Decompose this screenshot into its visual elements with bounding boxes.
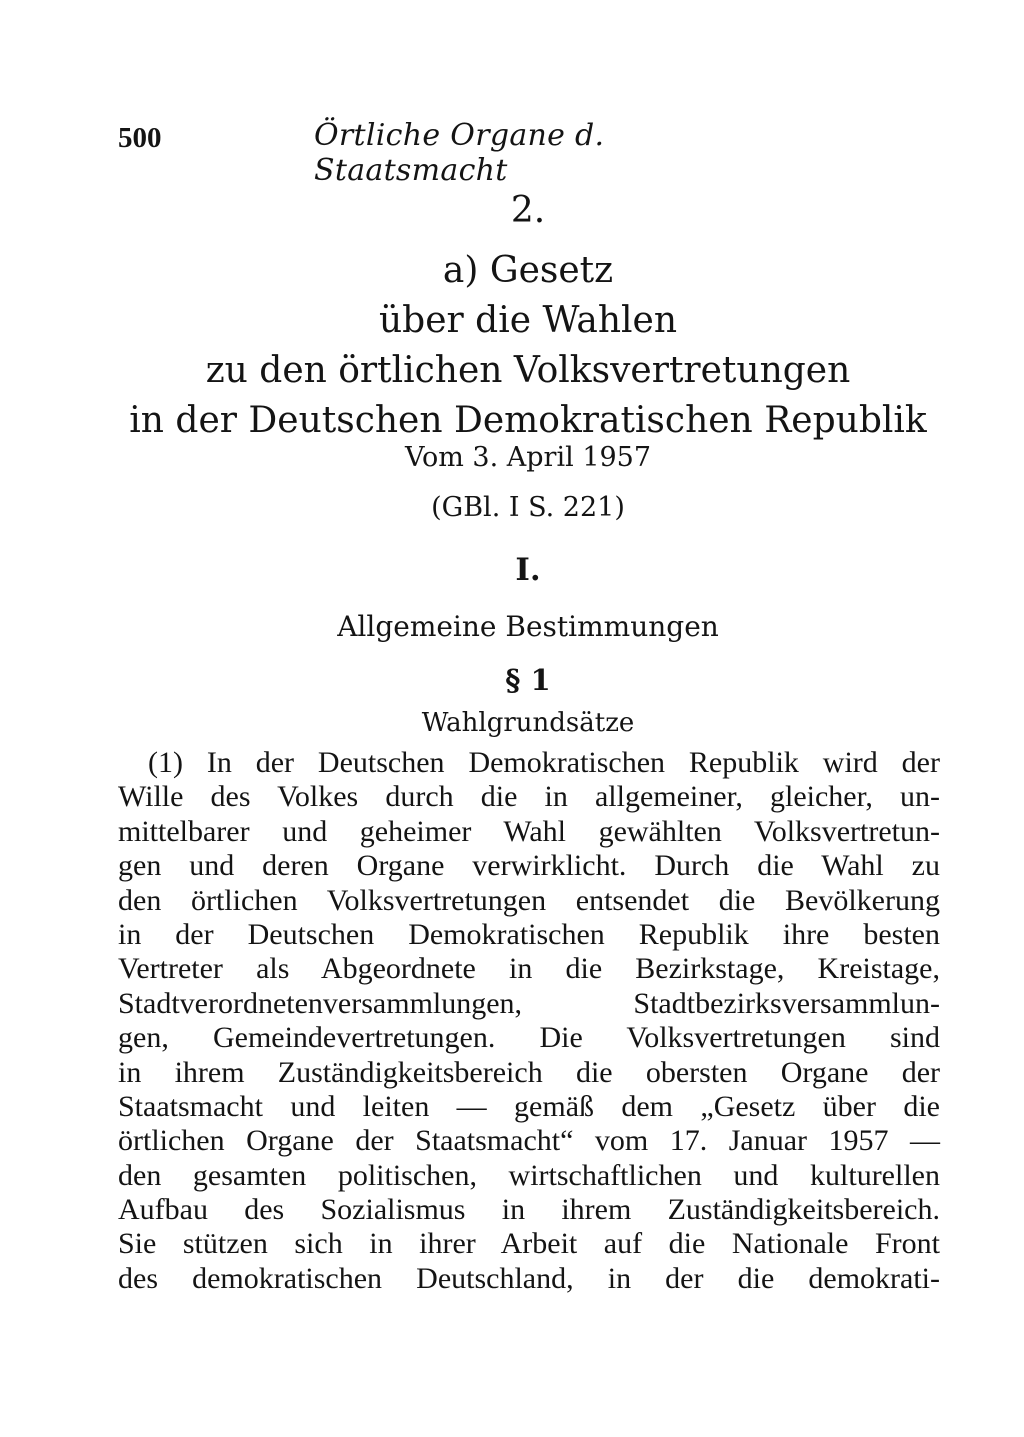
body-line: des demokratischen Deutschland, in der die demokrati- bbox=[118, 1261, 940, 1295]
body-line: in der Deutschen Demokratischen Republik ihre besten bbox=[118, 917, 940, 951]
body-line: gen und deren Organe verwirklicht. Durch die Wahl zu bbox=[118, 849, 940, 883]
page-number: 500 bbox=[118, 122, 162, 154]
running-head bbox=[118, 118, 748, 188]
law-title-line: a) Gesetz bbox=[442, 250, 614, 291]
body-line: den gesamten politischen, wirtschaftlichen und kulturellen bbox=[118, 1158, 940, 1192]
paragraph-title: Wahlgrundsätze bbox=[421, 708, 635, 738]
section-title: Allgemeine Bestimmungen bbox=[337, 610, 719, 643]
body-line: Stadtverordnetenversammlungen, Stadtbezirksversammlun- bbox=[118, 986, 940, 1020]
body-line: Staatsmacht und leiten — gemäß dem „Gesetz über die bbox=[118, 1089, 940, 1123]
paragraph-number: § 1 bbox=[505, 663, 551, 697]
item-number: 2. bbox=[510, 190, 546, 231]
body-text bbox=[118, 746, 940, 1296]
body-line: Aufbau des Sozialismus in ihrem Zuständigkeitsbereich. bbox=[118, 1193, 940, 1227]
body-line: Vertreter als Abgeordnete in die Bezirkstage, Kreistage, bbox=[118, 952, 940, 986]
law-title-line: in der Deutschen Demokratischen Republik bbox=[129, 400, 927, 441]
law-reference: (GBl. I S. 221) bbox=[431, 492, 625, 523]
body-line: mittelbarer und geheimer Wahl gewählten Volksvertretun- bbox=[118, 814, 940, 848]
body-line: in ihrem Zuständigkeitsbereich die obersten Organe der bbox=[118, 1055, 940, 1089]
law-title bbox=[0, 246, 1024, 446]
body-line: den örtlichen Volksvertretungen entsendet die Bevölkerung bbox=[118, 883, 940, 917]
body-line: Sie stützen sich in ihrer Arbeit auf die Nationale Front bbox=[118, 1227, 940, 1261]
section-number: I. bbox=[515, 552, 541, 588]
body-line: Wille des Volkes durch die in allgemeiner, gleicher, un- bbox=[118, 780, 940, 814]
law-date: Vom 3. April 1957 bbox=[404, 442, 652, 473]
body-line: örtlichen Organe der Staatsmacht“ vom 17. Januar 1957 — bbox=[118, 1124, 940, 1158]
body-line: (1) In der Deutschen Demokratischen Republik wird der bbox=[148, 746, 940, 779]
law-title-line: über die Wahlen bbox=[378, 300, 678, 341]
law-title-line: zu den örtlichen Volksvertretungen bbox=[205, 350, 851, 391]
running-title: Örtliche Organe d. Staatsmacht bbox=[314, 118, 605, 188]
body-line: gen, Gemeindevertretungen. Die Volksvertretungen sind bbox=[118, 1021, 940, 1055]
